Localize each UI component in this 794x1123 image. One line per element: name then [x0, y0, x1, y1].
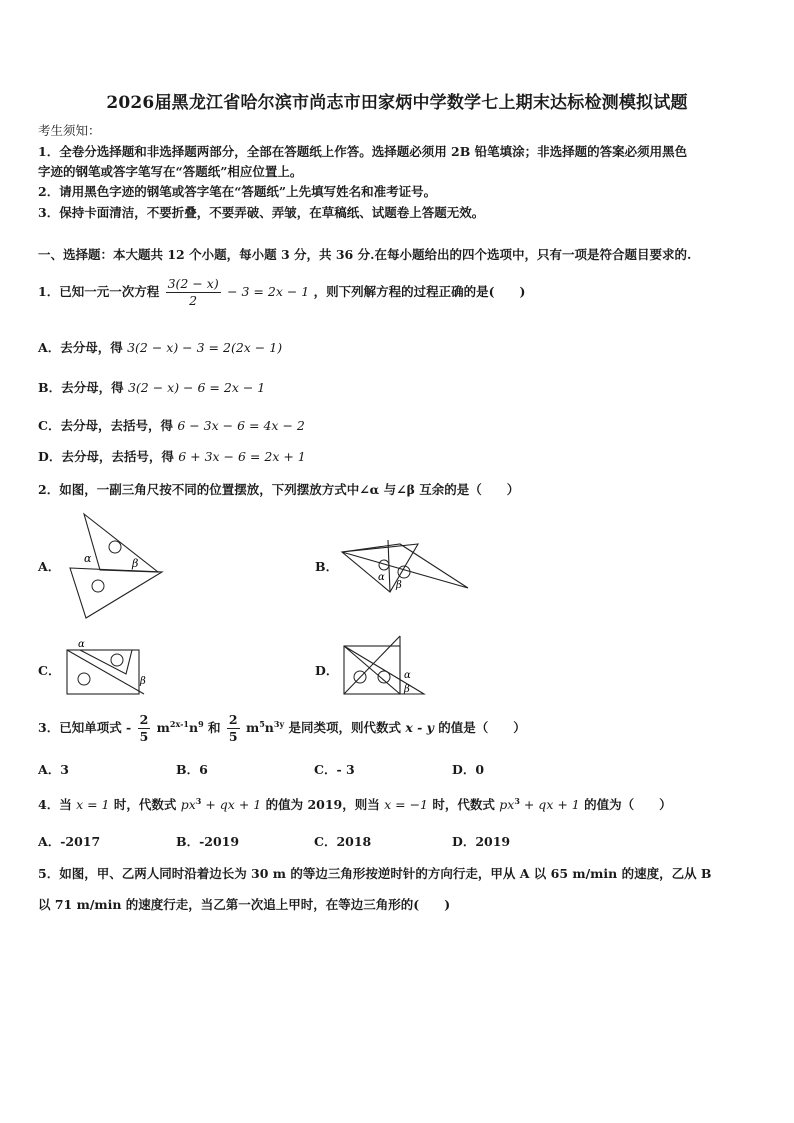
ruler-edge	[344, 636, 400, 694]
q4-option-b: B．-2019	[176, 834, 240, 849]
q3-end: 的值是（ ）	[438, 720, 526, 735]
q1-frac-den: 2	[189, 293, 198, 308]
q3-option-b: B．6	[176, 762, 208, 777]
q3-term1b-exp: 9	[198, 718, 204, 729]
q3-prefix: 3．已知单项式 -	[38, 720, 132, 735]
q2-figure-a	[62, 510, 172, 622]
notice-line-3: 3．保持卡面清洁，不要折叠，不要弄破、弄皱，在草稿纸、试题卷上答题无效。	[38, 205, 485, 220]
q4-option-a: A．-2017	[38, 834, 101, 849]
triangle-ruler	[84, 514, 158, 572]
q2-option-c-label: C．	[38, 663, 61, 678]
q1-b-label: B．去分母，得	[38, 380, 124, 395]
question-5-line-1: 5．如图，甲、乙两人同时沿着边长为 30 m 的等边三角形按逆时针的方向行走，甲从 A 以 65 m/min 的速度，乙从 B	[38, 866, 712, 881]
q2-option-b-label: B．	[315, 559, 339, 574]
q1-d-math: 6 + 3x − 6 = 2x + 1	[178, 449, 306, 464]
q3-fraction-2	[227, 712, 240, 745]
q3-frac1-den: 5	[139, 729, 149, 744]
q1-tail: − 3 = 2x − 1	[227, 284, 310, 299]
q1-prefix: 1．已知一元一次方程	[38, 284, 160, 299]
ruler-hole	[92, 580, 104, 592]
beta-label: β	[404, 684, 410, 695]
q4-m4-exp: 3	[514, 795, 520, 806]
q2-option-d-label: D．	[315, 663, 339, 678]
q4-m4b: + qx + 1	[519, 797, 580, 812]
q4-p5: 的值为（ ）	[584, 797, 672, 812]
q3-frac2-den: 5	[228, 729, 238, 744]
q3-term1: m	[156, 720, 170, 735]
q1-d-label: D．去分母，去括号，得	[38, 449, 174, 464]
question-2-stem: 2．如图，一副三角尺按不同的位置摆放，下列摆放方式中∠α 与∠β 互余的是（ ）	[38, 482, 520, 497]
q4-m2-exp: 3	[195, 795, 202, 806]
q3-frac2-num: 2	[228, 712, 238, 727]
q3-frac1-num: 2	[139, 712, 149, 727]
question-4-stem	[38, 795, 672, 813]
q3-fraction-1	[138, 712, 151, 745]
q3-term1b: n	[189, 720, 199, 735]
q3-suffix: 是同类项，则代数式	[288, 720, 401, 735]
q3-term2b-exp: 3y	[273, 718, 285, 729]
q1-c-label: C．去分母，去括号，得	[38, 418, 173, 433]
q1-fraction	[166, 276, 221, 309]
q1-c-math: 6 − 3x − 6 = 4x − 2	[177, 418, 305, 433]
page-title: 2026届黑龙江省哈尔滨市尚志市田家炳中学数学七上期末达标检测模拟试题	[106, 93, 688, 113]
q1-option-c	[38, 416, 305, 434]
q1-a-math: 3(2 − x) − 3 = 2(2x − 1)	[127, 340, 283, 355]
q2-figure-d	[338, 632, 430, 698]
q4-p3: 的值为 2019，则当	[265, 797, 380, 812]
q4-p4: 时，代数式	[432, 797, 495, 812]
q4-p2: 时，代数式	[113, 797, 177, 812]
alpha-label: α	[404, 670, 411, 681]
q1-suffix: ，则下列解方程的过程正确的是( )	[313, 284, 526, 299]
beta-label: β	[396, 580, 402, 591]
notice-line-1b: 字迹的钢笔或答字笔写在“答题纸”相应位置上。	[38, 164, 303, 179]
q1-frac-num: 3(2 − x)	[167, 276, 219, 291]
q3-option-c: C．- 3	[314, 762, 355, 777]
q3-term2b: n	[264, 720, 274, 735]
q1-option-a	[38, 338, 282, 356]
beta-label: β	[140, 676, 146, 687]
q4-option-c: C．2018	[314, 834, 372, 849]
q3-option-a: A．3	[38, 762, 69, 777]
ruler-hole	[111, 654, 123, 666]
q4-m1: x = 1	[76, 797, 110, 812]
triangle-ruler	[70, 568, 162, 618]
ruler-hole	[109, 541, 121, 553]
q2-figure-c	[62, 636, 154, 698]
question-3-stem	[38, 712, 526, 745]
q3-option-d: D．0	[452, 762, 485, 777]
ruler-hole	[78, 673, 90, 685]
q4-m4: px	[499, 797, 515, 812]
q1-b-math: 3(2 − x) − 6 = 2x − 1	[127, 380, 266, 395]
q3-term1-exp: 2x-1	[169, 718, 189, 729]
section-heading: 一、选择题：本大题共 12 个小题，每小题 3 分，共 36 分.在每小题给出的四个选项中，只有一项是符合题目要求的.	[38, 247, 692, 262]
q4-m3: x = −1	[384, 797, 429, 812]
question-5-line-2: 以 71 m/min 的速度行走，当乙第一次追上甲时，在等边三角形的( )	[38, 897, 451, 912]
beta-label: β	[132, 557, 139, 570]
q1-a-label: A．去分母，得	[38, 340, 123, 355]
q1-option-d	[38, 447, 306, 465]
q3-term2-exp: 5	[259, 718, 265, 729]
q2-option-a-label: A．	[38, 559, 61, 574]
question-1-stem	[38, 276, 525, 309]
q3-term2: m	[245, 720, 260, 735]
alpha-label: α	[378, 572, 385, 583]
q3-and: 和	[208, 720, 221, 735]
ruler-edge	[67, 650, 144, 694]
notice-line-1a: 1．全卷分选择题和非选择题两部分，全部在答题纸上作答。选择题必须用 2B 铅笔填涂；非选择题的答案必须用黑色	[38, 144, 688, 159]
notice-heading: 考生须知：	[38, 123, 101, 138]
q4-p1: 4．当	[38, 797, 72, 812]
alpha-label: α	[84, 552, 92, 565]
q4-option-d: D．2019	[452, 834, 511, 849]
notice-line-2: 2．请用黑色字迹的钢笔或答字笔在“答题纸”上先填写姓名和准考证号。	[38, 184, 437, 199]
q4-m2b: + qx + 1	[201, 797, 262, 812]
q2-figure-b	[338, 538, 473, 594]
alpha-label: α	[78, 639, 85, 650]
q3-expr: x - y	[405, 720, 434, 735]
q1-option-b	[38, 378, 265, 396]
q4-m2: px	[180, 797, 196, 812]
